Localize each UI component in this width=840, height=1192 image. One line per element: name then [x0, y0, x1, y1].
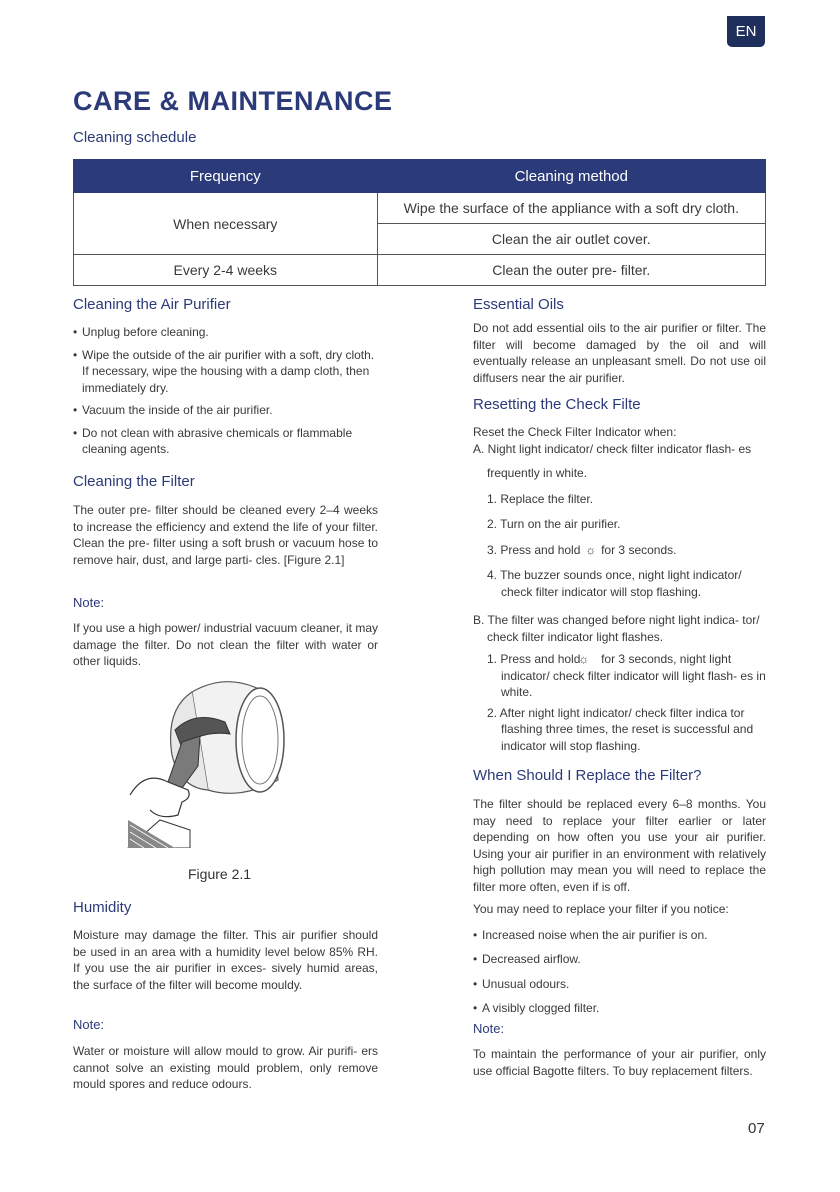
replace-filter-text	[473, 796, 766, 1025]
note-label: Note:	[73, 1017, 105, 1032]
list-item: • Wipe the outside of the air purifier with a soft, dry cloth. If necessary, wipe the housing with a damp cloth, then immediately dry.	[73, 347, 378, 397]
page-title: CARE & MAINTENANCE	[73, 86, 393, 116]
list-item: • Do not clean with abrasive chemicals or flammable cleaning agents.	[73, 425, 378, 458]
replace-notice: You may need to replace your filter if you notice:	[473, 902, 729, 916]
cleaning-filter-note	[73, 620, 378, 670]
note-label: Note:	[73, 595, 105, 610]
cleaning-method-header: Cleaning method	[377, 160, 765, 193]
cleaning-schedule-heading: Cleaning schedule	[73, 129, 197, 146]
cleaning-schedule-table	[73, 159, 766, 286]
frequency-cell: Every 2-4 weeks	[74, 255, 378, 286]
humidity-paragraph: Moisture may damage the filter. This air purifier should be used in an area with a humidity level below 85% RH. If you use the air purifier in exces- sively humid areas, the surface of the filter will become mouldy.	[73, 928, 378, 992]
reset-case-a-cont: frequently in white.	[487, 466, 588, 480]
note-text: If you use a high power/ industrial vacuum cleaner, it may damage the filter. Do not clean the filter with water or other liquids.	[73, 621, 378, 668]
frequency-cell: When necessary	[74, 193, 378, 255]
reset-step-text: for 3 seconds, night light indicator/ check filter indicator will light flash- es in white.	[501, 652, 766, 699]
resetting-heading: Resetting the Check Filte	[473, 396, 641, 413]
reset-step: 2. After night light indicator/ check filter indica tor flashing three times, the reset is successful and indicator will stop flashing.	[487, 705, 754, 753]
page-number: 07	[748, 1120, 765, 1137]
sun-icon: ☼	[578, 652, 590, 666]
essential-oils-paragraph: Do not add essential oils to the air purifier or filter. The filter will become damaged by the oil and will eventually release an unpleasant smell. Do not use oil diffusers near the air purifier.	[473, 321, 766, 385]
cleaning-filter-paragraph: The outer pre- filter should be cleaned every 2–4 weeks to increase the efficiency and extend the life of your filter. Clean the pre- filter using a soft brush or vacuum hose to remove hair, dust, and large parti- cles. [Figure 2.1]	[73, 503, 378, 567]
table-row	[74, 193, 766, 224]
humidity-note	[73, 1043, 378, 1093]
reset-step: 2. Turn on the air purifier.	[487, 517, 621, 531]
method-cell: Clean the outer pre- filter.	[377, 255, 765, 286]
list-item: • Unusual odours.	[473, 976, 766, 993]
reset-instructions	[473, 424, 766, 759]
replace-filter-heading: When Should I Replace the Filter?	[473, 767, 702, 784]
reset-step-text: for 3 seconds.	[601, 542, 677, 557]
list-item: • Vacuum the inside of the air purifier.	[73, 402, 378, 419]
cleaning-filter-heading: Cleaning the Filter	[73, 473, 195, 490]
reset-case-a: A. Night light indicator/ check filter indicator flash- es	[473, 441, 752, 456]
replace-paragraph: The filter should be replaced every 6–8 months. You may need to replace your filter earlier or later depending on how often you use your air purifier. Using your air purifier in an environment with relatively high pollution may mean you will need to replace the filter more often, even if is off.	[473, 797, 766, 894]
essential-oils-text	[473, 320, 766, 386]
frequency-header: Frequency	[74, 160, 378, 193]
note-text: Water or moisture will allow mould to grow. Air purifi- ers cannot solve an existing mould problem, only remove mould spores and reduce odours.	[73, 1044, 378, 1091]
reset-step: 4. The buzzer sounds once, night light indicator/ check filter indicator will stop flashing.	[487, 568, 742, 599]
language-tab: EN	[727, 16, 765, 47]
humidity-heading: Humidity	[73, 899, 132, 916]
reset-step: 1. Replace the filter.	[487, 491, 594, 506]
essential-oils-heading: Essential Oils	[473, 296, 564, 313]
cleaning-purifier-heading: Cleaning the Air Purifier	[73, 296, 231, 313]
reset-step	[473, 651, 766, 701]
reset-step-text: 1. Press and hold	[487, 652, 581, 666]
cleaning-purifier-list	[73, 324, 378, 464]
cleaning-filter-text	[73, 502, 378, 568]
table-header-row	[74, 160, 766, 193]
list-item: • Unplug before cleaning.	[73, 324, 378, 341]
reset-step	[473, 542, 766, 559]
sun-icon: ☼	[585, 542, 597, 557]
reset-case-b: B. The filter was changed before night light indica- tor/ check filter indicator light flashes.	[473, 613, 760, 644]
reset-intro: Reset the Check Filter Indicator when:	[473, 425, 677, 439]
reset-step-text: 3. Press and hold	[487, 542, 581, 557]
humidity-text	[73, 927, 378, 993]
note-label: Note:	[473, 1021, 505, 1036]
figure-caption: Figure 2.1	[188, 866, 252, 882]
list-item: • Decreased airflow.	[473, 951, 766, 968]
list-item: • A visibly clogged filter.	[473, 1000, 766, 1017]
table-row	[74, 255, 766, 286]
method-cell: Clean the air outlet cover.	[377, 224, 765, 255]
note-text: To maintain the performance of your air purifier, only use official Bagotte filters. To buy replacement filters.	[473, 1047, 766, 1078]
replace-note	[473, 1046, 766, 1079]
method-cell: Wipe the surface of the appliance with a soft dry cloth.	[377, 193, 765, 224]
list-item: • Increased noise when the air purifier is on.	[473, 927, 766, 944]
vacuum-filter-illustration	[120, 670, 300, 848]
